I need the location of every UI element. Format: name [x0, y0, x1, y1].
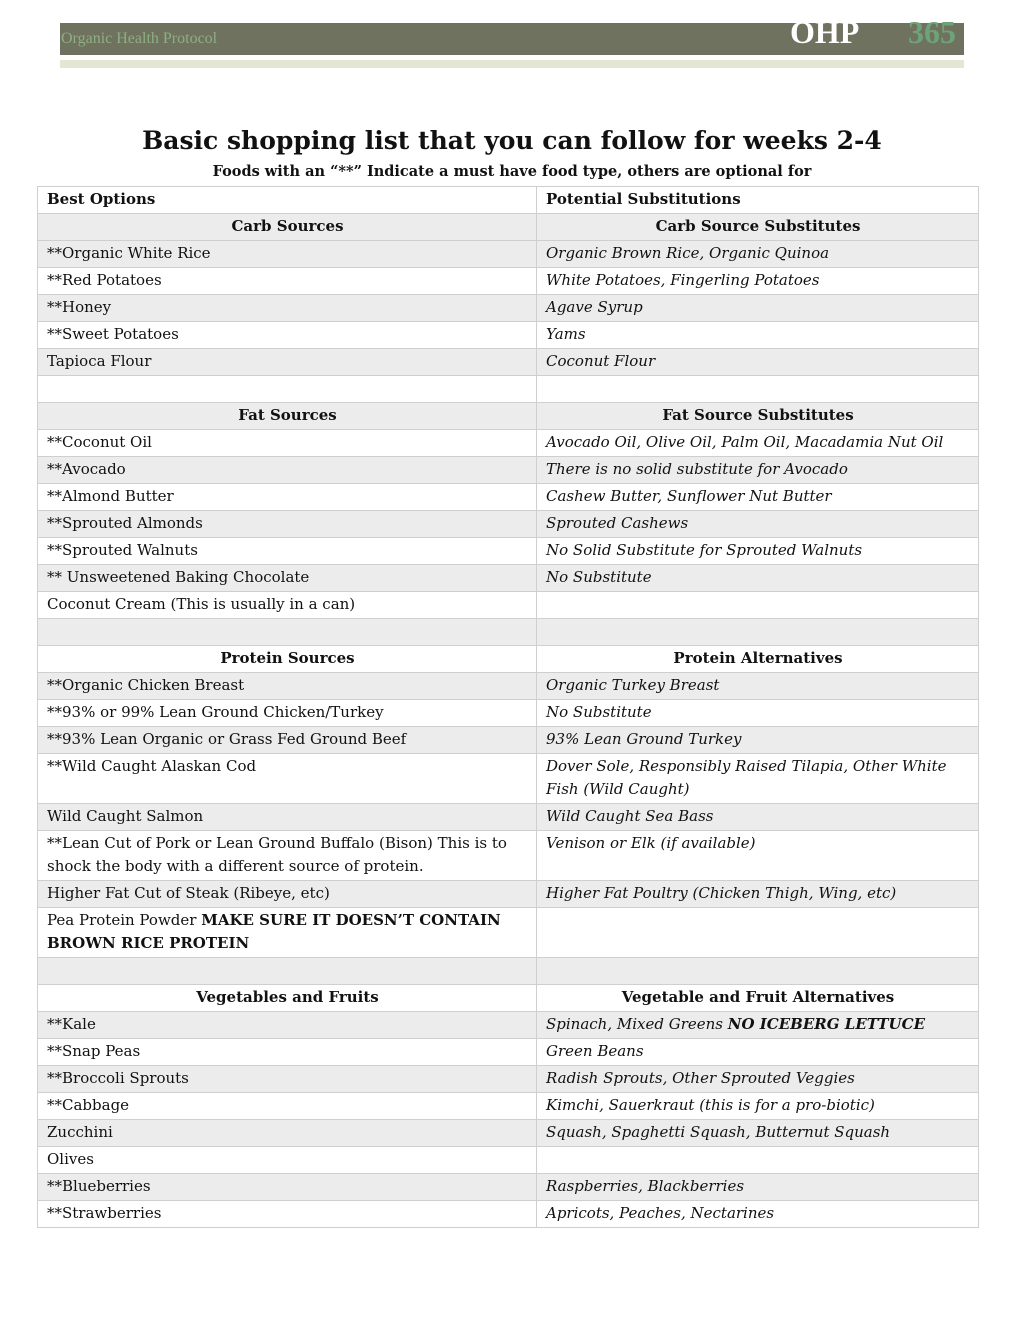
best-option-text: Coconut Cream (This is usually in a can) — [47, 595, 356, 613]
column-header-best: Best Options — [38, 187, 537, 214]
substitution-cell — [537, 1039, 979, 1066]
substitution-text: Coconut Flour — [546, 352, 656, 370]
section-heading: Carb Sources — [38, 214, 537, 241]
page-title: Basic shopping list that you can follow for weeks 2-4 — [142, 126, 882, 155]
table-row — [38, 1120, 979, 1147]
best-option-cell — [38, 484, 537, 511]
best-option-cell — [38, 1066, 537, 1093]
table-row — [38, 673, 979, 700]
logo-365: 365 — [908, 14, 956, 50]
substitution-text: 93% Lean Ground Turkey — [546, 730, 742, 748]
substitution-cell — [537, 457, 979, 484]
best-option-cell — [38, 511, 537, 538]
best-option-cell — [38, 1174, 537, 1201]
header-rule — [60, 60, 964, 68]
best-option-cell — [38, 295, 537, 322]
substitution-text: Green Beans — [546, 1042, 644, 1060]
spacer-cell — [537, 376, 979, 403]
page-subtitle: Foods with an “**” Indicate a must have food type, others are optional for — [212, 163, 812, 180]
substitution-cell — [537, 908, 979, 958]
substitution-text: Wild Caught Sea Bass — [546, 807, 714, 825]
substitution-text: Raspberries, Blackberries — [546, 1177, 745, 1195]
substitution-cell — [537, 295, 979, 322]
substitution-cell — [537, 511, 979, 538]
table-row — [38, 322, 979, 349]
substitution-cell — [537, 1066, 979, 1093]
best-option-text: Wild Caught Salmon — [47, 807, 204, 825]
section-heading: Protein Sources — [38, 646, 537, 673]
best-option-text: **Organic Chicken Breast — [47, 676, 245, 694]
table-row — [38, 457, 979, 484]
table-row — [38, 1066, 979, 1093]
section-heading: Fat Sources — [38, 403, 537, 430]
substitution-text: Organic Turkey Breast — [546, 676, 720, 694]
best-option-text: Olives — [47, 1150, 94, 1168]
table-row — [38, 241, 979, 268]
section-header-row — [38, 646, 979, 673]
substitution-text: Venison or Elk (if available) — [546, 834, 756, 852]
best-option-cell — [38, 241, 537, 268]
best-option-cell — [38, 700, 537, 727]
spacer-cell — [537, 958, 979, 985]
header-brand-text: Organic Health Protocol — [61, 30, 218, 47]
best-option-text: **93% or 99% Lean Ground Chicken/Turkey — [47, 703, 384, 721]
best-option-cell — [38, 268, 537, 295]
substitution-text: There is no solid substitute for Avocado — [546, 460, 848, 478]
table-row — [38, 727, 979, 754]
best-option-text: Tapioca Flour — [47, 352, 152, 370]
shopping-list-body — [38, 187, 979, 1228]
substitution-text: Yams — [546, 325, 586, 343]
substitution-cell — [537, 831, 979, 881]
substitution-cell — [537, 1147, 979, 1174]
substitution-text: Kimchi, Sauerkraut (this is for a pro-biotic) — [546, 1096, 875, 1114]
best-option-cell — [38, 1120, 537, 1147]
best-option-cell — [38, 1201, 537, 1228]
substitution-cell — [537, 322, 979, 349]
substitution-cell — [537, 673, 979, 700]
table-row — [38, 831, 979, 881]
best-option-text: **Snap Peas — [47, 1042, 141, 1060]
substitution-cell — [537, 881, 979, 908]
substitution-cell — [537, 565, 979, 592]
table-row — [38, 908, 979, 958]
substitution-text: Agave Syrup — [546, 298, 643, 316]
table-row — [38, 754, 979, 804]
substitution-text: Spinach, Mixed Greens — [546, 1015, 728, 1033]
spacer-cell — [38, 376, 537, 403]
best-option-cell — [38, 1147, 537, 1174]
table-row — [38, 881, 979, 908]
best-option-cell — [38, 754, 537, 804]
best-option-cell — [38, 457, 537, 484]
table-row — [38, 1039, 979, 1066]
best-option-text: **Almond Butter — [47, 487, 174, 505]
table-row — [38, 430, 979, 457]
best-option-text: **Kale — [47, 1015, 96, 1033]
substitution-text: Cashew Butter, Sunflower Nut Butter — [546, 487, 832, 505]
best-option-text: **Sprouted Almonds — [47, 514, 203, 532]
best-option-text: **Red Potatoes — [47, 271, 162, 289]
substitution-cell — [537, 700, 979, 727]
best-option-text: **Blueberries — [47, 1177, 151, 1195]
substitution-cell — [537, 430, 979, 457]
section-alt-heading: Carb Source Substitutes — [537, 214, 979, 241]
best-option-text: **Coconut Oil — [47, 433, 152, 451]
table-row — [38, 1174, 979, 1201]
table-row — [38, 349, 979, 376]
substitution-cell — [537, 538, 979, 565]
spacer-cell — [38, 619, 537, 646]
spacer-row — [38, 376, 979, 403]
best-option-text: **93% Lean Organic or Grass Fed Ground Beef — [47, 730, 407, 748]
spacer-cell — [537, 619, 979, 646]
substitution-warning: NO ICEBERG LETTUCE — [727, 1015, 926, 1033]
substitution-cell — [537, 592, 979, 619]
table-row — [38, 1201, 979, 1228]
best-option-text: Zucchini — [47, 1123, 113, 1141]
table-row — [38, 295, 979, 322]
substitution-text: Avocado Oil, Olive Oil, Palm Oil, Macadamia Nut Oil — [546, 433, 944, 451]
substitution-cell — [537, 1201, 979, 1228]
best-option-text: Pea Protein Powder — [47, 911, 202, 929]
substitution-cell — [537, 727, 979, 754]
section-header-row — [38, 214, 979, 241]
best-option-text: **Sweet Potatoes — [47, 325, 179, 343]
best-option-text: **Honey — [47, 298, 112, 316]
substitution-text: Dover Sole, Responsibly Raised Tilapia, Other White Fish (Wild Caught) — [546, 757, 947, 798]
best-option-text: **Lean Cut of Pork or Lean Ground Buffalo (Bison) This is to shock the body with a different source of protein. — [47, 834, 507, 875]
logo-ohp: OHP — [790, 14, 860, 50]
substitution-cell — [537, 1120, 979, 1147]
substitution-text: Organic Brown Rice, Organic Quinoa — [546, 244, 830, 262]
best-option-text: Higher Fat Cut of Steak (Ribeye, etc) — [47, 884, 330, 902]
best-option-cell — [38, 804, 537, 831]
best-option-text: **Sprouted Walnuts — [47, 541, 198, 559]
table-row — [38, 1012, 979, 1039]
best-option-text: **Cabbage — [47, 1096, 130, 1114]
best-option-cell — [38, 538, 537, 565]
substitution-cell — [537, 268, 979, 295]
best-option-cell — [38, 673, 537, 700]
best-option-text: **Avocado — [47, 460, 126, 478]
substitution-cell — [537, 349, 979, 376]
substitution-text: Squash, Spaghetti Squash, Butternut Squash — [546, 1123, 891, 1141]
best-option-text: **Wild Caught Alaskan Cod — [47, 757, 257, 775]
table-row — [38, 1147, 979, 1174]
shopping-list-table — [37, 186, 979, 1228]
best-option-text: **Strawberries — [47, 1204, 162, 1222]
table-row — [38, 804, 979, 831]
best-option-cell — [38, 1039, 537, 1066]
table-row — [38, 592, 979, 619]
best-option-cell — [38, 1012, 537, 1039]
substitution-text: White Potatoes, Fingerling Potatoes — [546, 271, 820, 289]
best-option-cell — [38, 565, 537, 592]
section-alt-heading: Fat Source Substitutes — [537, 403, 979, 430]
substitution-cell — [537, 1174, 979, 1201]
best-option-cell — [38, 349, 537, 376]
best-option-cell — [38, 1093, 537, 1120]
best-option-warning: MAKE SURE IT DOESN’T CONTAIN BROWN RICE PROTEIN — [47, 911, 501, 952]
substitution-cell — [537, 754, 979, 804]
table-row — [38, 1093, 979, 1120]
best-option-cell — [38, 908, 537, 958]
section-header-row — [38, 985, 979, 1012]
substitution-cell — [537, 1012, 979, 1039]
best-option-cell — [38, 727, 537, 754]
column-header-row — [38, 187, 979, 214]
table-row — [38, 538, 979, 565]
substitution-text: Radish Sprouts, Other Sprouted Veggies — [546, 1069, 855, 1087]
best-option-cell — [38, 831, 537, 881]
column-header-substitutions: Potential Substitutions — [537, 187, 979, 214]
best-option-cell — [38, 322, 537, 349]
best-option-text: **Organic White Rice — [47, 244, 211, 262]
section-alt-heading: Protein Alternatives — [537, 646, 979, 673]
best-option-cell — [38, 592, 537, 619]
substitution-cell — [537, 484, 979, 511]
best-option-text: ** Unsweetened Baking Chocolate — [47, 568, 310, 586]
substitution-cell — [537, 241, 979, 268]
section-header-row — [38, 403, 979, 430]
substitution-text: Higher Fat Poultry (Chicken Thigh, Wing, etc) — [546, 884, 897, 902]
spacer-row — [38, 619, 979, 646]
substitution-text: No Solid Substitute for Sprouted Walnuts — [546, 541, 863, 559]
substitution-cell — [537, 1093, 979, 1120]
substitution-text: No Substitute — [546, 568, 652, 586]
section-alt-heading: Vegetable and Fruit Alternatives — [537, 985, 979, 1012]
best-option-cell — [38, 430, 537, 457]
table-row — [38, 565, 979, 592]
spacer-row — [38, 958, 979, 985]
table-row — [38, 268, 979, 295]
substitution-text: Apricots, Peaches, Nectarines — [546, 1204, 775, 1222]
best-option-text: **Broccoli Sprouts — [47, 1069, 189, 1087]
best-option-cell — [38, 881, 537, 908]
substitution-text: No Substitute — [546, 703, 652, 721]
table-row — [38, 484, 979, 511]
table-row — [38, 511, 979, 538]
section-heading: Vegetables and Fruits — [38, 985, 537, 1012]
table-row — [38, 700, 979, 727]
substitution-cell — [537, 804, 979, 831]
substitution-text: Sprouted Cashews — [546, 514, 689, 532]
spacer-cell — [38, 958, 537, 985]
